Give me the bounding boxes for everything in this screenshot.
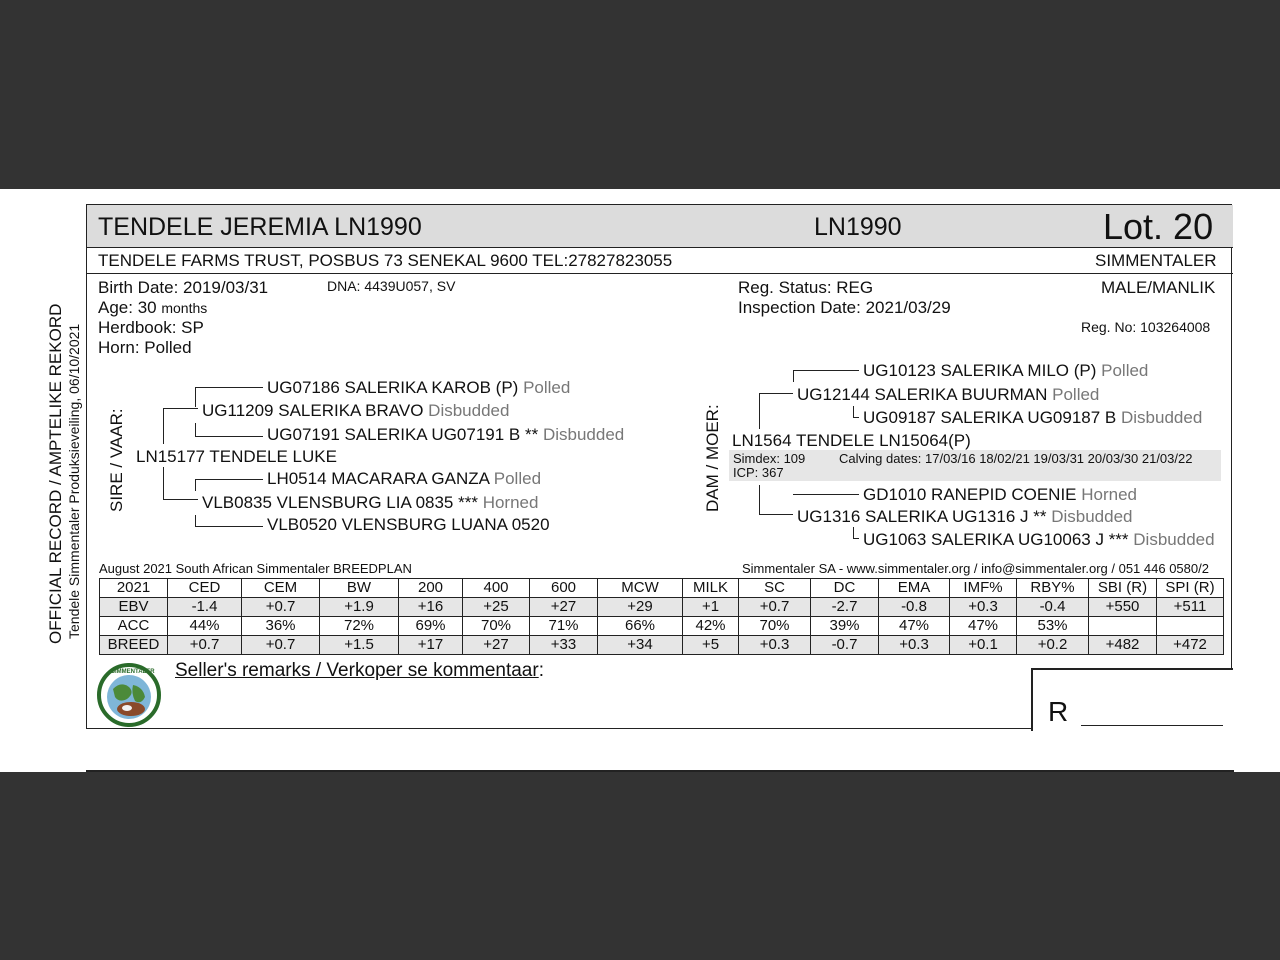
sire-sire: UG11209 SALERIKA BRAVO Disbudded [202, 401, 510, 420]
bottom-divider [86, 770, 1234, 772]
horn-status: Horn: Polled [98, 338, 192, 357]
sire-sire-sire: UG07186 SALERIKA KAROB (P) Polled [267, 378, 571, 397]
dam-sire-sire: UG10123 SALERIKA MILO (P) Polled [863, 361, 1149, 380]
table-row-ebv: EBV -1.4 +0.7 +1.9 +16 +25 +27 +29 +1 +0.7 -2.7 -0.8 +0.3 -0.4 +550 +511 [100, 598, 1224, 617]
owner-bar [87, 248, 1233, 274]
calving-dates: Calving dates: 17/03/16 18/02/21 19/03/31 20/03/30 21/03/22 [839, 451, 1193, 466]
lot-number: Lot. 20 [1103, 206, 1214, 247]
sire-dam-dam: VLB0520 VLENSBURG LUANA 0520 [267, 515, 550, 534]
table-row-acc: ACC 44% 36% 72% 69% 70% 71% 66% 42% 70% 39% 47% 47% 53% [100, 617, 1224, 636]
table-row-breed: BREED +0.7 +0.7 +1.5 +17 +27 +33 +34 +5 +0.3 -0.7 +0.3 +0.1 +0.2 +482 +472 [100, 636, 1224, 655]
age: Age: 30 months [98, 298, 208, 317]
sire-dam-sire: LH0514 MACARARA GANZA Polled [267, 469, 542, 488]
official-record-label: OFFICIAL RECORD / AMPTELIKE REKORD [46, 303, 65, 644]
reg-number: Reg. No: 103264008 [1081, 319, 1211, 335]
price-prefix: R [1048, 696, 1069, 727]
lot-card [86, 204, 1232, 729]
reg-status: Reg. Status: REG [738, 278, 874, 297]
birth-date: Birth Date: 2019/03/31 [98, 278, 269, 297]
calving-info [729, 450, 1221, 481]
sellers-remarks: Seller's remarks / Verkoper se kommentaar: [175, 660, 544, 681]
sire-label: SIRE / VAAR: [107, 408, 126, 512]
simdex: Simdex: 109 [733, 451, 806, 466]
dam-sire: UG12144 SALERIKA BUURMAN Polled [797, 385, 1100, 404]
sale-name-label: Tendele Simmentaler Produksieveiling, 06/10/2021 [66, 323, 82, 639]
inspection-date: Inspection Date: 2021/03/29 [738, 298, 951, 317]
dam-sire-dam: UG09187 SALERIKA UG09187 B Disbudded [863, 408, 1203, 427]
owner-address: TENDELE FARMS TRUST, POSBUS 73 SENEKAL 9600 TEL:27827823055 [98, 251, 673, 270]
dam-dam-dam: UG1063 SALERIKA UG10063 J *** Disbudded [863, 530, 1215, 549]
sire-dam: VLB0835 VLENSBURG LIA 0835 *** Horned [202, 493, 539, 512]
dam-name: LN1564 TENDELE LN15064(P) [732, 431, 971, 450]
dam-label: DAM / MOER: [703, 404, 722, 512]
animal-name: TENDELE JEREMIA LN1990 [98, 213, 422, 241]
dam-dam-sire: GD1010 RANEPID COENIE Horned [863, 485, 1138, 504]
sex: MALE/MANLIK [1101, 278, 1216, 297]
herdbook: Herdbook: SP [98, 318, 204, 337]
title-bar [87, 205, 1233, 248]
society-contact: Simmentaler SA - www.simmentaler.org / info@simmentaler.org / 051 446 0580/2 [742, 561, 1209, 576]
dna-info: DNA: 4439U057, SV [327, 278, 456, 294]
sire-sire-dam: UG07191 SALERIKA UG07191 B ** Disbudded [267, 425, 625, 444]
icp: ICP: 367 [733, 465, 784, 480]
catalogue-sheet [0, 189, 1280, 772]
society-logo [97, 663, 161, 727]
animal-code: LN1990 [814, 213, 902, 241]
breed-label: SIMMENTALER [1095, 251, 1217, 270]
sire-name: LN15177 TENDELE LUKE [136, 447, 337, 466]
logo-lettering: SIMMENTALER [111, 669, 155, 675]
ebv-table [99, 578, 1224, 655]
dam-dam: UG1316 SALERIKA UG1316 J ** Disbudded [797, 507, 1133, 526]
table-header-row: 2021 CED CEM BW 200 400 600 MCW MILK SC DC EMA IMF% RBY% SBI (R) SPI (R) [100, 579, 1224, 598]
price-box [1031, 668, 1233, 731]
breedplan-caption: August 2021 South African Simmentaler BREEDPLAN [99, 561, 412, 576]
